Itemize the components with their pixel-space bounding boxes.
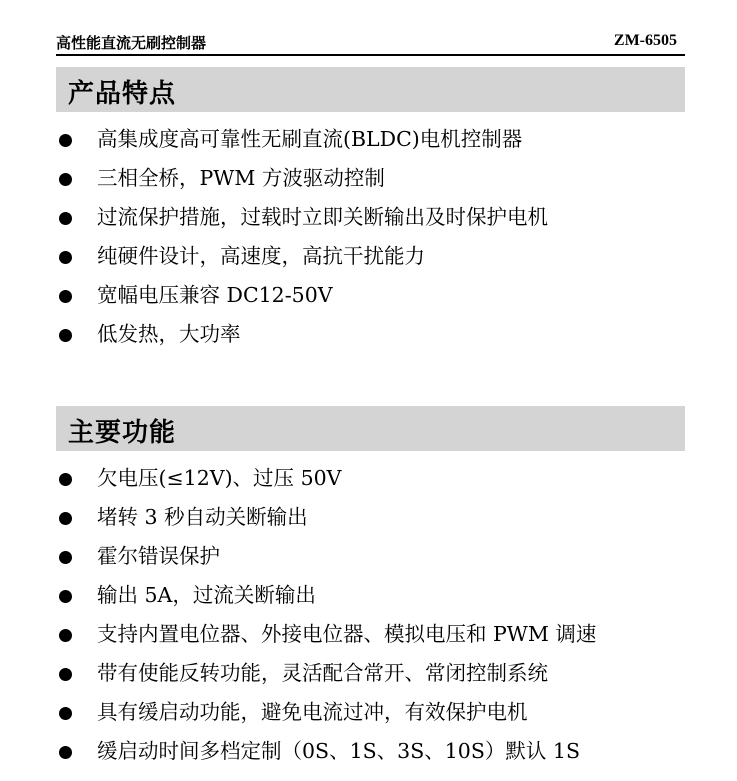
bullet-icon bbox=[59, 173, 72, 186]
function-text: 具有缓启动功能，避免电流过冲，有效保护电机 bbox=[97, 700, 528, 724]
bullet-icon bbox=[59, 590, 72, 603]
function-text: 堵转 3 秒自动关断输出 bbox=[97, 505, 308, 529]
function-item bbox=[56, 582, 716, 621]
feature-item bbox=[56, 243, 716, 282]
feature-text: 高集成度高可靠性无刷直流(BLDC)电机控制器 bbox=[97, 127, 523, 151]
function-item bbox=[56, 699, 716, 738]
features-section-bar bbox=[56, 67, 685, 112]
bullet-icon bbox=[59, 290, 72, 303]
feature-text: 低发热，大功率 bbox=[97, 322, 241, 346]
features-section-title: 产品特点 bbox=[68, 79, 177, 109]
bullet-icon bbox=[59, 512, 72, 525]
function-text: 欠电压(≤12V)、过压 50V bbox=[97, 466, 342, 490]
feature-item bbox=[56, 321, 716, 360]
feature-text: 三相全桥，PWM 方波驱动控制 bbox=[97, 166, 385, 190]
header-model-number: ZM-6505 bbox=[613, 32, 677, 49]
bullet-icon bbox=[59, 212, 72, 225]
bullet-icon bbox=[59, 629, 72, 642]
header-title: 高性能直流无刷控制器 bbox=[56, 34, 207, 52]
bullet-icon bbox=[59, 251, 72, 264]
bullet-icon bbox=[59, 707, 72, 720]
function-text: 输出 5A，过流关断输出 bbox=[97, 583, 316, 607]
feature-item bbox=[56, 204, 716, 243]
feature-text: 宽幅电压兼容 DC12-50V bbox=[97, 283, 333, 307]
feature-item bbox=[56, 126, 716, 165]
function-item bbox=[56, 621, 716, 660]
function-item bbox=[56, 738, 716, 777]
feature-text: 纯硬件设计，高速度，高抗干扰能力 bbox=[97, 244, 425, 268]
function-item bbox=[56, 465, 716, 504]
feature-text: 过流保护措施，过载时立即关断输出及时保护电机 bbox=[97, 205, 548, 229]
function-text: 带有使能反转功能，灵活配合常开、常闭控制系统 bbox=[97, 661, 548, 685]
function-item bbox=[56, 543, 716, 582]
function-item bbox=[56, 660, 716, 699]
features-list bbox=[56, 126, 716, 360]
bullet-icon bbox=[59, 134, 72, 147]
function-text: 缓启动时间多档定制（0S、1S、3S、10S）默认 1S bbox=[97, 739, 580, 763]
bullet-icon bbox=[59, 746, 72, 759]
function-item bbox=[56, 504, 716, 543]
feature-item bbox=[56, 282, 716, 321]
functions-list bbox=[56, 465, 716, 777]
page-header bbox=[56, 30, 685, 56]
functions-section-title: 主要功能 bbox=[68, 418, 177, 448]
functions-section-bar bbox=[56, 406, 685, 451]
bullet-icon bbox=[59, 551, 72, 564]
bullet-icon bbox=[59, 668, 72, 681]
bullet-icon bbox=[59, 329, 72, 342]
function-text: 霍尔错误保护 bbox=[97, 544, 220, 568]
function-text: 支持内置电位器、外接电位器、模拟电压和 PWM 调速 bbox=[97, 622, 597, 646]
feature-item bbox=[56, 165, 716, 204]
bullet-icon bbox=[59, 473, 72, 486]
